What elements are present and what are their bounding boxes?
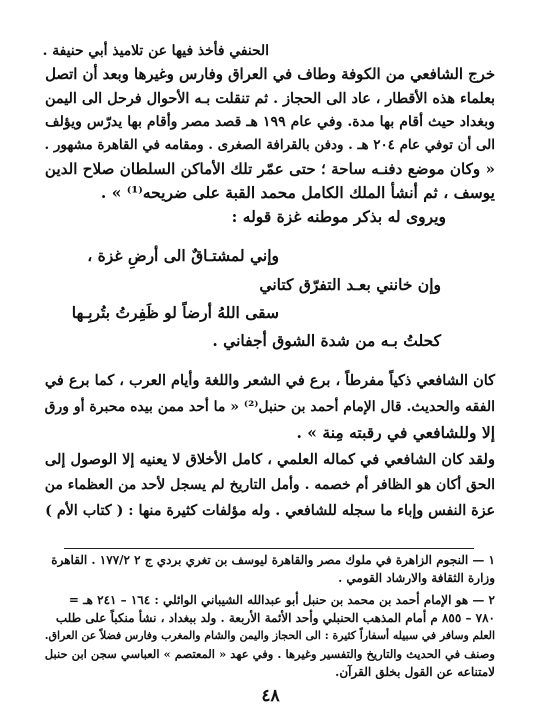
text-line: بعلماء هذه الأقطار ، عاد الى الحجاز . ثم تنقلت بـه الأحوال فرحل الى اليمن — [45, 91, 495, 107]
text-line: ولقد كان الشافعي في كماله العلمي ، كامل الأخلاق لا يعنيه إلا الوصول إلى — [44, 451, 495, 468]
verse-line: وإني لمشتـاقٌ الى أرضِ غزة ، — [87, 246, 279, 265]
footnote-line: العلم وسافر في سبيله أسفاراً كثيرة : الى الحجاز واليمن والشام والمغرب وفارس فضلاً عن العراق. — [44, 629, 495, 642]
footnote-rule — [64, 548, 474, 549]
verse-line: سقى اللهُ أرضاً لو ظَفِرتُ بتُربِـها — [71, 303, 279, 322]
text-line: وبغداد حيث أقام بها مدة. وفي عام ١٩٩ هـ قصد مصر وأقام بها يدرّس ويؤلف — [44, 114, 495, 130]
text-line: « وكان موضع دفنـه ساحة ؛ حتى عمّر تلك الأماكن السلطان صلاح الدين — [44, 160, 495, 178]
footnote-line: وزارة الثقافة والارشاد القومي . — [338, 571, 495, 585]
footnote-line: ٧٨٠ – ٨٥٥ م أمام المذهب الحنبلي وأحد الأئمة الأربعة . ولد ببغداد ، نشأ منكباً على طلب — [55, 611, 495, 625]
verse-line: وإن خانني بعـد التفرّق كتاني — [259, 275, 441, 294]
text-line: ويروى له بذكر موطنه غزة قوله : — [231, 207, 446, 226]
text-line: كان الشافعي ذكياً مفرطاً ، برع في الشعر واللغة وأيام العرب ، كما برع في — [44, 372, 495, 389]
page-number: ٤٨ — [261, 686, 280, 706]
footnote-line: وصنف في الحديث والتاريخ والتفسير وغيرها . وفي عهد « المعتصم » العباسي سجن ابن حنبل — [44, 647, 495, 661]
verse-line: كحلتُ بـه من شدة الشوق أجفاني . — [212, 331, 441, 350]
text-line: الى أن توفي عام ٢٠٤ هـ . ودفن بالقرافة الصغرى . ومقامه في القاهرة مشهور . — [44, 137, 495, 153]
footnote-line: لامتناعه عن القول بخلق القرآن. — [335, 665, 495, 679]
footnote-line: ٢ — هو الإمام أحمد بن محمد بن حنبل أبو عبدالله الشيباني الوائلي : ١٦٤ – ٢٤١ هـ = — [68, 593, 495, 607]
text-line: إلا وللشافعي في رقبته مِنة » . — [296, 423, 495, 442]
text-line: يوسف ، ثم أنشأ الملك الكامل محمد القبة على ضريحه⁽¹⁾ » . — [100, 183, 495, 202]
text-line: الفقه والحديث. قال الإمام أحمد بن حنبل⁽²⁾ « ما أحد ممن بيده محبرة أو ورق — [44, 399, 495, 415]
text-line: الحق أكان هو الظافر أم خصمه . وأمل التاريخ لم يسجل لأحد من العظماء من — [44, 477, 495, 493]
text-line: عزة النفس وإباء ما سجله للشافعي . وله مؤلفات كثيرة منها : ( كتاب الأم ) — [45, 503, 495, 519]
text-line: خرج الشافعي من الكوفة وطاف في العراق وفارس وغيرها وبعد أن اتصل — [45, 66, 495, 83]
footnote-line: ١ — النجوم الزاهرة في ملوك مصر والقاهرة ليوسف بن تغري بردي ج ٢ ١٧٧/٢ . القاهرة — [51, 553, 495, 567]
text-line: الحنفي فأخذ فيها عن تلاميذ أبي حنيفة . — [42, 43, 269, 59]
